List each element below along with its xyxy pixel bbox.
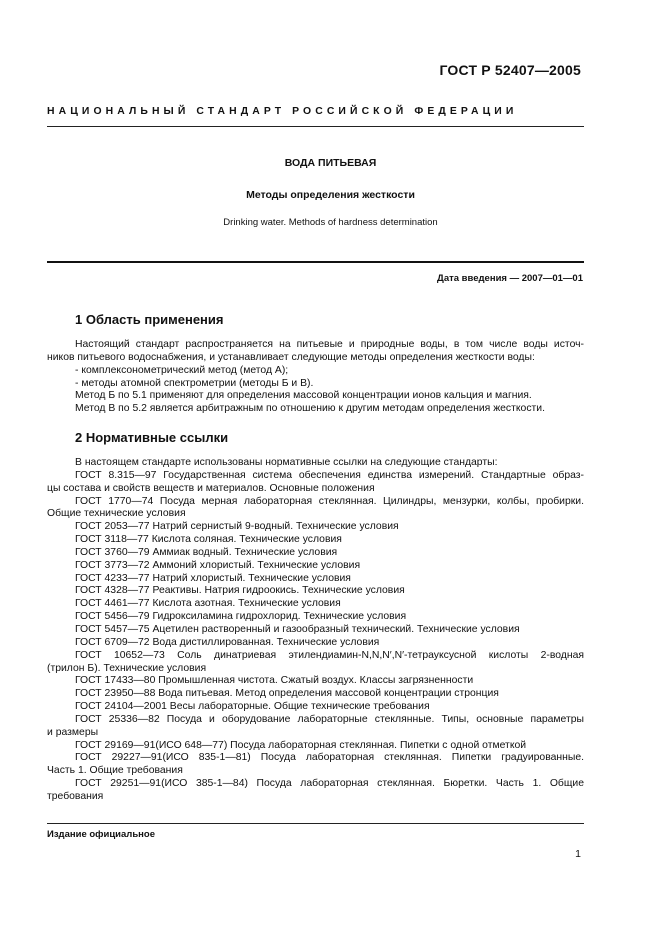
document-subtitle: Методы определения жесткости bbox=[246, 189, 415, 201]
reference-line: Часть 1. Общие требования bbox=[47, 765, 183, 777]
header-divider bbox=[47, 126, 584, 127]
footer-divider bbox=[47, 823, 584, 824]
page-number: 1 bbox=[575, 848, 581, 860]
reference-line: ГОСТ 25336—82 Посуда и оборудование лабораторные стеклянные. Типы, основные параметры bbox=[75, 713, 584, 725]
title-divider bbox=[47, 261, 584, 263]
english-title: Drinking water. Methods of hardness determination bbox=[223, 217, 438, 228]
paragraph-line: Метод В по 5.2 является арбитражным по отношению к другим методам определения жесткости. bbox=[75, 403, 545, 415]
reference-line: ГОСТ 10652—73 Соль динатриевая этилендиамин-N,N,N′,N′-тетрауксусной кислоты 2-водная bbox=[75, 649, 584, 661]
reference-line: ГОСТ 29169—91(ИСО 648—77) Посуда лабораторная стеклянная. Пипетки с одной отметкой bbox=[75, 739, 527, 751]
reference-line: ГОСТ 5456—79 Гидроксиламина гидрохлорид. Технические условия bbox=[75, 611, 407, 623]
reference-line: ГОСТ 23950—88 Вода питьевая. Метод определения массовой концентрации стронция bbox=[75, 688, 499, 700]
reference-line: ГОСТ 4233—77 Натрий хлористый. Технические условия bbox=[75, 572, 351, 584]
reference-line: ГОСТ 5457—75 Ацетилен растворенный и газообразный технический. Технические условия bbox=[75, 623, 520, 635]
introduction-date: Дата введения — 2007—01—01 bbox=[437, 273, 583, 284]
section-2-heading: 2 Нормативные ссылки bbox=[75, 430, 229, 445]
document-title: ВОДА ПИТЬЕВАЯ bbox=[284, 157, 377, 169]
reference-line: ГОСТ 6709—72 Вода дистиллированная. Технические условия bbox=[75, 636, 380, 648]
section-2-body bbox=[47, 457, 584, 804]
paragraph-line: Настоящий стандарт распространяется на питьевые и природные воды, в том числе воды источ- bbox=[75, 339, 584, 350]
reference-line: ГОСТ 4461—77 Кислота азотная. Технические условия bbox=[75, 598, 341, 610]
reference-line: ГОСТ 3760—79 Аммиак водный. Технические условия bbox=[75, 546, 338, 558]
reference-line: ГОСТ 24104—2001 Весы лабораторные. Общие технические требования bbox=[75, 701, 430, 713]
paragraph-line: Метод Б по 5.1 применяют для определения массовой концентрации ионов кальция и магния. bbox=[75, 390, 532, 402]
reference-line: и размеры bbox=[47, 726, 99, 738]
edition-note: Издание официальное bbox=[47, 829, 155, 840]
paragraph-line: В настоящем стандарте использованы нормативные ссылки на следующие стандарты: bbox=[75, 457, 498, 468]
reference-line: ГОСТ 29251—91(ИСО 385-1—84) Посуда лабораторная стеклянная. Бюретки. Часть 1. Общие bbox=[75, 778, 584, 790]
reference-line: ГОСТ 8.315—97 Государственная система обеспечения единства измерений. Стандартные образ- bbox=[75, 469, 584, 481]
section-1-body bbox=[47, 339, 584, 416]
reference-line: Общие технические условия bbox=[47, 508, 186, 520]
reference-line: требования bbox=[47, 790, 104, 802]
reference-line: (трилон Б). Технические условия bbox=[47, 662, 207, 674]
reference-line: ГОСТ 29227—91(ИСО 835-1—81) Посуда лабораторная стеклянная. Пипетки градуированные. bbox=[75, 752, 584, 764]
national-standard-banner: НАЦИОНАЛЬНЫЙ СТАНДАРТ РОССИЙСКОЙ ФЕДЕРАЦИИ bbox=[47, 106, 518, 117]
list-item: - методы атомной спектрометрии (методы Б и В). bbox=[75, 377, 314, 389]
list-item: - комплексонометрический метод (метод А); bbox=[75, 364, 289, 376]
section-1-heading: 1 Область применения bbox=[75, 312, 224, 327]
document-number: ГОСТ Р 52407—2005 bbox=[439, 62, 581, 78]
reference-line: ГОСТ 3118—77 Кислота соляная. Технические условия bbox=[75, 534, 342, 546]
reference-line: ГОСТ 1770—74 Посуда мерная лабораторная стеклянная. Цилиндры, мензурки, колбы, пробирки. bbox=[75, 495, 584, 507]
paragraph-line: ников питьевого водоснабжения, и устанавливает следующие методы определения жесткости воды: bbox=[47, 351, 535, 363]
reference-line: ГОСТ 2053—77 Натрий сернистый 9-водный. Технические условия bbox=[75, 521, 399, 533]
reference-line: ГОСТ 17433—80 Промышленная чистота. Сжатый воздух. Классы загрязненности bbox=[75, 675, 474, 687]
reference-line: ГОСТ 3773—72 Аммоний хлористый. Технические условия bbox=[75, 559, 361, 571]
reference-line: цы состава и свойств веществ и материалов. Основные положения bbox=[47, 482, 375, 494]
reference-line: ГОСТ 4328—77 Реактивы. Натрия гидроокись. Технические условия bbox=[75, 585, 405, 597]
